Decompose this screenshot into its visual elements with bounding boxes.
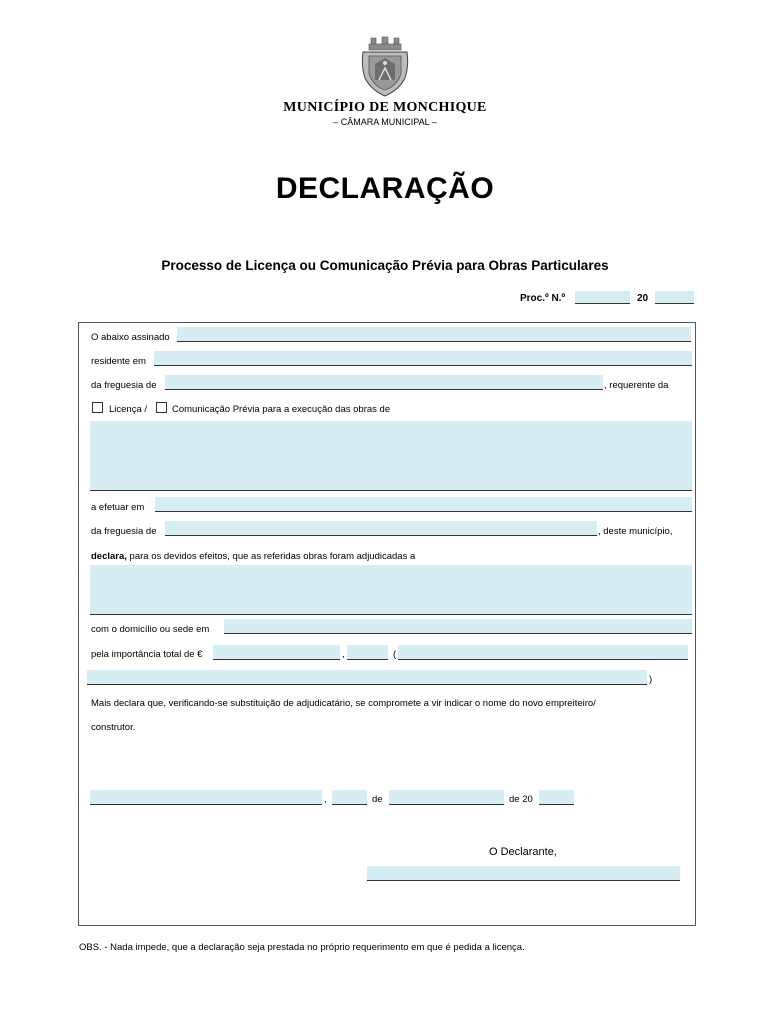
efetuar-field[interactable]	[155, 497, 692, 512]
municipality-subtitle: – CÂMARA MUNICIPAL –	[333, 117, 437, 127]
proc-year-field[interactable]	[655, 291, 694, 304]
importancia-label: pela importância total de €	[91, 649, 203, 660]
abaixo-assinado-label: O abaixo assinado	[91, 332, 170, 343]
adjudicatario-field[interactable]	[90, 565, 692, 615]
freguesia-label: da freguesia de	[91, 380, 157, 391]
declara-bold: declara,	[91, 551, 127, 562]
domicilio-field[interactable]	[224, 619, 692, 634]
abaixo-assinado-field[interactable]	[177, 327, 691, 342]
document-title: DECLARAÇÃO	[275, 172, 495, 205]
declara-rest: para os devidos efeitos, que as referidas obras foram adjudicadas a	[126, 551, 416, 562]
document-subtitle: Processo de Licença ou Comunicação Prévia para Obras Particulares	[161, 258, 609, 273]
date-comma: ,	[324, 794, 327, 805]
domicilio-label: com o domicílio ou sede em	[91, 624, 210, 635]
importancia-cents-field[interactable]	[347, 645, 388, 660]
efetuar-label: a efetuar em	[91, 502, 145, 513]
licenca-label: Licença /	[109, 404, 148, 415]
obras-description-field[interactable]	[90, 421, 692, 491]
date-year-field[interactable]	[539, 790, 574, 805]
licenca-checkbox[interactable]	[92, 402, 103, 413]
freguesia-2-label: da freguesia de	[91, 526, 157, 537]
date-local-field[interactable]	[90, 790, 322, 805]
importancia-value-field[interactable]	[213, 645, 340, 660]
deste-municipio-label: , deste município,	[598, 526, 673, 537]
residente-field[interactable]	[154, 351, 692, 366]
importancia-extenso-field[interactable]	[398, 645, 688, 660]
obs-note: OBS. - Nada impede, que a declaração seja prestada no próprio requerimento em que é pedida a licença.	[79, 942, 525, 953]
declarante-label: O Declarante,	[489, 846, 557, 858]
proc-year-label: 20	[637, 293, 649, 304]
mais-declara-text-line2: construtor.	[91, 722, 136, 733]
proc-number-label: Proc.º N.º	[520, 293, 566, 304]
importancia-extenso-field-2[interactable]	[87, 670, 647, 685]
signature-field[interactable]	[367, 866, 680, 881]
municipal-coat-of-arms-icon	[357, 36, 413, 98]
date-day-field[interactable]	[332, 790, 367, 805]
date-de-label-2: de 20	[509, 794, 533, 805]
importancia-paren-open: (	[393, 649, 397, 660]
mais-declara-text-line1: Mais declara que, verificando-se substituição de adjudicatário, se compromete a vir indicar o nome do novo empreiteiro/	[91, 698, 596, 709]
comunicacao-previa-label: Comunicação Prévia para a execução das obras de	[172, 404, 391, 415]
importancia-paren-close: )	[649, 674, 653, 685]
requerente-label: , requerente da	[604, 380, 669, 391]
date-month-field[interactable]	[389, 790, 504, 805]
freguesia-2-field[interactable]	[165, 521, 597, 536]
municipality-name: MUNICÍPIO DE MONCHIQUE	[283, 100, 487, 115]
declara-statement	[91, 551, 415, 563]
residente-label: residente em	[91, 356, 146, 367]
date-de-label-1: de	[372, 794, 383, 805]
freguesia-field[interactable]	[165, 375, 603, 390]
importancia-comma: ,	[342, 649, 345, 660]
comunicacao-previa-checkbox[interactable]	[156, 402, 167, 413]
proc-number-field[interactable]	[575, 291, 630, 304]
